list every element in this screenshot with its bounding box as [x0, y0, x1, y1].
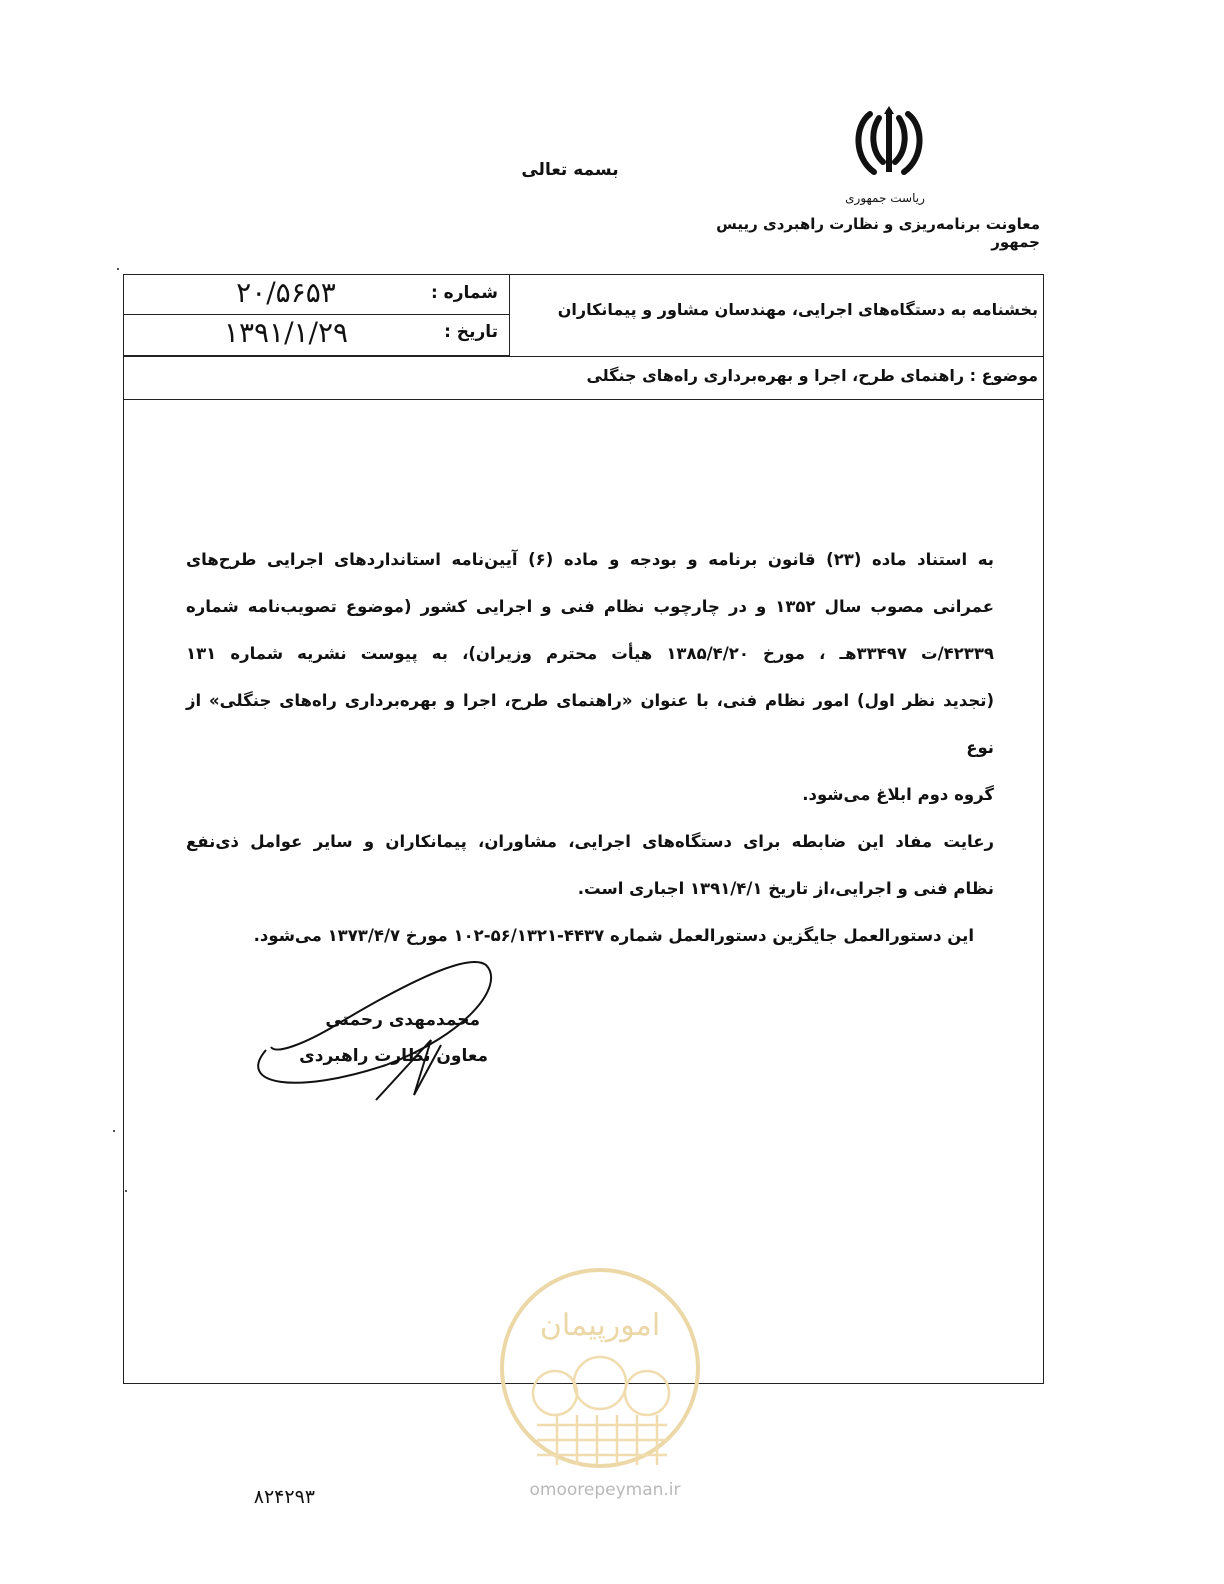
header-row-divider: [123, 356, 1044, 357]
margin-tick: [113, 1130, 115, 1132]
signature-scribble: [236, 955, 496, 1105]
signatory-title: معاون نظارت راهبردی: [299, 1046, 488, 1066]
body-line: نظام فنی و اجرایی،از تاریخ ۱۳۹۱/۴/۱ اجباری است.: [577, 879, 994, 898]
number-value: ۲۰/۵۶۵۳: [236, 276, 336, 309]
watermark-site: omoorepeyman.ir: [529, 1480, 681, 1500]
body-line: این دستورالعمل جایگزین دستورالعمل شماره ۴۴۳۷-۵۶/۱۳۲۱-۱۰۲ مورخ ۱۳۷۳/۴/۷ می‌شود.: [253, 926, 974, 945]
date-value: ۱۳۹۱/۱/۲۹: [223, 316, 349, 349]
date-label: تاریخ :: [444, 322, 498, 342]
body-line: (تجدید نظر اول) امور نظام فنی، با عنوان «راهنمای طرح، اجرا و بهره‌برداری راه‌های جنگلی» از نوع: [186, 691, 994, 757]
margin-tick: [117, 268, 119, 270]
subject-row-divider: [123, 399, 1044, 400]
besmeh-heading: بسمه تعالی: [521, 160, 619, 180]
iran-emblem-icon: [848, 104, 930, 180]
deputy-office-label: معاونت برنامه‌ریزی و نظارت راهبردی رییس جمهور: [716, 215, 1040, 251]
meta-divider: [123, 314, 510, 315]
signatory-name: محمدمهدی رحمتی: [325, 1010, 480, 1030]
body-line: ۴۲۳۳۹/ت ۳۳۴۹۷هـ ، مورخ ۱۳۸۵/۴/۲۰ هیأت محترم وزیران)، به پیوست نشریه شماره ۱۳۱: [186, 644, 994, 663]
watermark-logo: [497, 1265, 703, 1471]
body-line: گروه دوم ابلاغ می‌شود.: [802, 785, 994, 804]
body-line: رعایت مفاد این ضابطه برای دستگاه‌های اجرایی، مشاوران، پیمانکاران و سایر عوامل ذی‌نفع: [186, 832, 994, 851]
document-number: ۸۲۴۲۹۳: [253, 1486, 315, 1508]
watermark-text: امورپیمان: [539, 1308, 661, 1343]
presidency-label: ریاست جمهوری: [845, 191, 925, 205]
number-label: شماره :: [430, 283, 498, 303]
letter-body: [186, 536, 994, 959]
body-line: عمرانی مصوب سال ۱۳۵۲ و در چارچوب نظام فنی و اجرایی کشور (موضوع تصویب‌نامه شماره: [186, 597, 995, 616]
subject-line: موضوع : راهنمای طرح، اجرا و بهره‌برداری راه‌های جنگلی: [586, 366, 1038, 385]
body-line: به استناد ماده (۲۳) قانون برنامه و بودجه و ماده (۶) آیین‌نامه استانداردهای اجرایی طرح‌های: [186, 550, 994, 569]
recipients-line: بخشنامه به دستگاه‌های اجرایی، مهندسان مشاور و پیمانکاران: [557, 300, 1038, 319]
margin-tick: [125, 1190, 127, 1192]
